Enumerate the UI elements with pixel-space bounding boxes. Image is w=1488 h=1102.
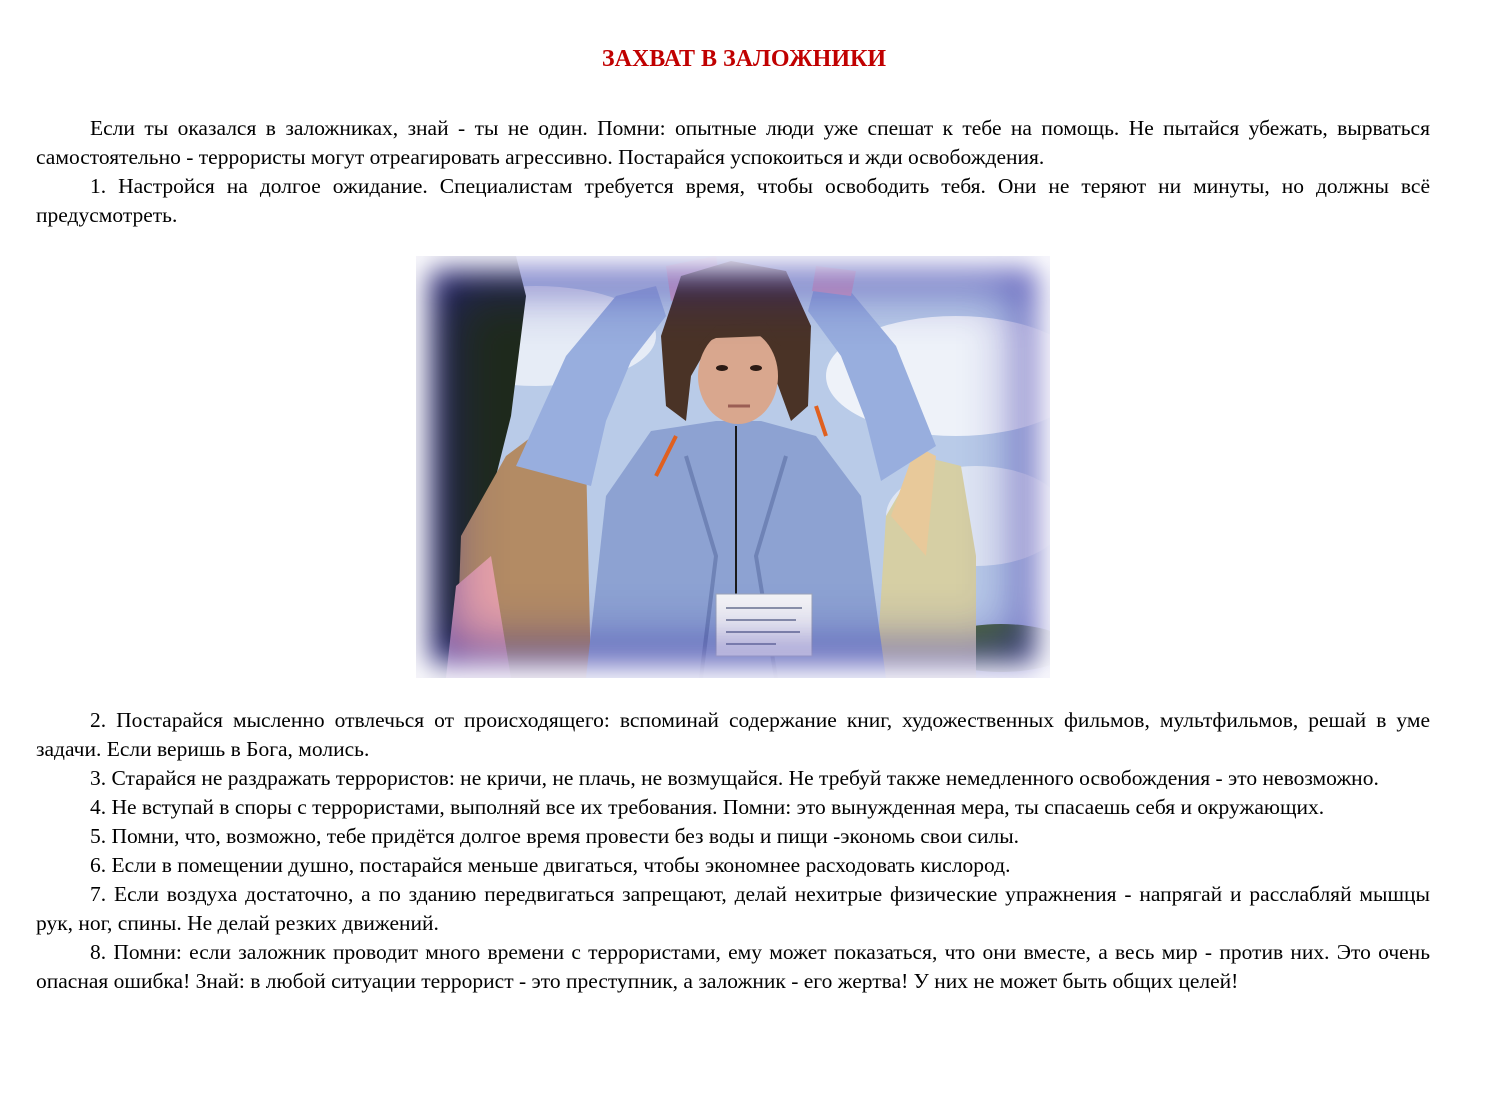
paragraph-item-7: 7. Если воздуха достаточно, а по зданию передвигаться запрещают, делай нехитрые физические упражнения - напрягай и расслабляй мышцы рук, ног, спины. Не делай резких движений. [36, 882, 1430, 935]
paragraph-item-4: 4. Не вступай в споры с террористами, выполняй все их требования. Помни: это вынужденная мера, ты спасаешь себя и окружающих. [90, 795, 1325, 819]
paragraph-item-3: 3. Старайся не раздражать террористов: не кричи, не плачь, не возмущайся. Не требуй также немедленного освобождения - это невозможно. [90, 766, 1379, 790]
paragraph-item-5: 5. Помни, что, возможно, тебе придётся долгое время провести без воды и пищи -экономь свои силы. [90, 824, 1020, 848]
text-block-bottom [36, 706, 1430, 996]
paragraph-item-1: 1. Настройся на долгое ожидание. Специалистам требуется время, чтобы освободить тебя. Они не теряют ни минуты, но должны всё предусмотреть. [36, 174, 1430, 227]
paragraph-item-8: 8. Помни: если заложник проводит много времени с террористами, ему может показаться, что они вместе, а весь мир - против них. Это очень опасная ошибка! Знай: в любой ситуации террорист - это преступник, а заложник - его жертва! У них не может быть общих целей! [36, 940, 1430, 993]
hostage-photo-illustration [416, 256, 1050, 678]
page-title: ЗАХВАТ В ЗАЛОЖНИКИ [601, 46, 887, 72]
paragraph-intro: Если ты оказался в заложниках, знай - ты не один. Помни: опытные люди уже спешат к тебе на помощь. Не пытайся убежать, вырваться самостоятельно - террористы могут отреагировать агрессивно. Постарайся успокоиться и жди освобождения. [36, 116, 1430, 169]
paragraph-item-2: 2. Постарайся мысленно отвлечься от происходящего: вспоминай содержание книг, художественных фильмов, мультфильмов, решай в уме задачи. Если веришь в Бога, молись. [36, 708, 1430, 761]
paragraph-item-6: 6. Если в помещении душно, постарайся меньше двигаться, чтобы экономнее расходовать кислород. [90, 853, 1011, 877]
hostage-photo [416, 256, 1050, 678]
text-block-top [36, 114, 1430, 230]
